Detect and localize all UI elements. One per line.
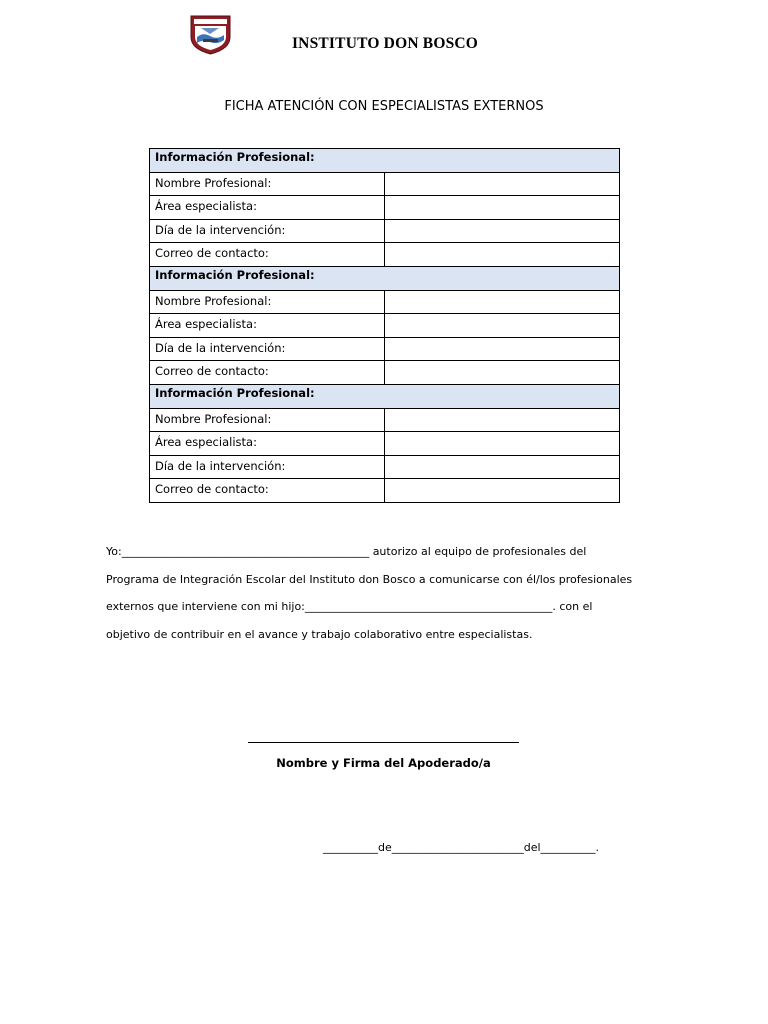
specialist-area-field[interactable]	[385, 314, 620, 338]
field-label-intervention-day: Día de la intervención:	[150, 455, 385, 479]
signature-line[interactable]	[248, 742, 519, 743]
table-row	[150, 408, 620, 432]
school-crest-logo	[189, 15, 232, 55]
authorization-line: externos que interviene con mi hijo:_____________________________________________. con el	[106, 600, 593, 613]
table-row	[150, 337, 620, 361]
table-row	[150, 432, 620, 456]
section-header-row	[150, 384, 620, 408]
contact-email-field[interactable]	[385, 479, 620, 503]
field-label-specialist-area: Área especialista:	[150, 314, 385, 338]
table-row	[150, 479, 620, 503]
school-name: INSTITUTO DON BOSCO	[291, 35, 479, 52]
section-header-row	[150, 149, 620, 173]
table-row	[150, 361, 620, 385]
section-header-row	[150, 266, 620, 290]
authorization-line: Programa de Integración Escolar del Instituto don Bosco a comunicarse con él/los profesionales	[106, 572, 633, 586]
field-label-contact-email: Correo de contacto:	[150, 361, 385, 385]
field-label-intervention-day: Día de la intervención:	[150, 337, 385, 361]
field-label-specialist-area: Área especialista:	[150, 196, 385, 220]
professional-name-field[interactable]	[385, 408, 620, 432]
table-row	[150, 196, 620, 220]
field-label-contact-email: Correo de contacto:	[150, 479, 385, 503]
table-row	[150, 290, 620, 314]
table-row	[150, 219, 620, 243]
section-heading: Información Profesional:	[150, 266, 620, 290]
contact-email-field[interactable]	[385, 361, 620, 385]
authorization-paragraph	[106, 538, 666, 648]
field-label-professional-name: Nombre Profesional:	[150, 290, 385, 314]
professional-info-table	[149, 148, 620, 503]
table-row	[150, 243, 620, 267]
intervention-day-field[interactable]	[385, 337, 620, 361]
contact-email-field[interactable]	[385, 243, 620, 267]
intervention-day-field[interactable]	[385, 455, 620, 479]
field-label-professional-name: Nombre Profesional:	[150, 172, 385, 196]
authorization-line: Yo:_____________________________________________ autorizo al equipo de profesionales del	[106, 545, 587, 558]
table-row	[150, 172, 620, 196]
professional-name-field[interactable]	[385, 172, 620, 196]
table-row	[150, 314, 620, 338]
authorization-line: objetivo de contribuir en el avance y trabajo colaborativo entre especialistas.	[106, 627, 533, 641]
field-label-specialist-area: Área especialista:	[150, 432, 385, 456]
document-title: FICHA ATENCIÓN CON ESPECIALISTAS EXTERNOS	[224, 99, 544, 114]
field-label-contact-email: Correo de contacto:	[150, 243, 385, 267]
date-line: __________de________________________del__________.	[323, 841, 600, 854]
intervention-day-field[interactable]	[385, 219, 620, 243]
field-label-professional-name: Nombre Profesional:	[150, 408, 385, 432]
field-label-intervention-day: Día de la intervención:	[150, 219, 385, 243]
signature-label: Nombre y Firma del Apoderado/a	[276, 756, 491, 770]
table-row	[150, 455, 620, 479]
section-heading: Información Profesional:	[150, 149, 620, 173]
specialist-area-field[interactable]	[385, 196, 620, 220]
professional-name-field[interactable]	[385, 290, 620, 314]
section-heading: Información Profesional:	[150, 384, 620, 408]
specialist-area-field[interactable]	[385, 432, 620, 456]
